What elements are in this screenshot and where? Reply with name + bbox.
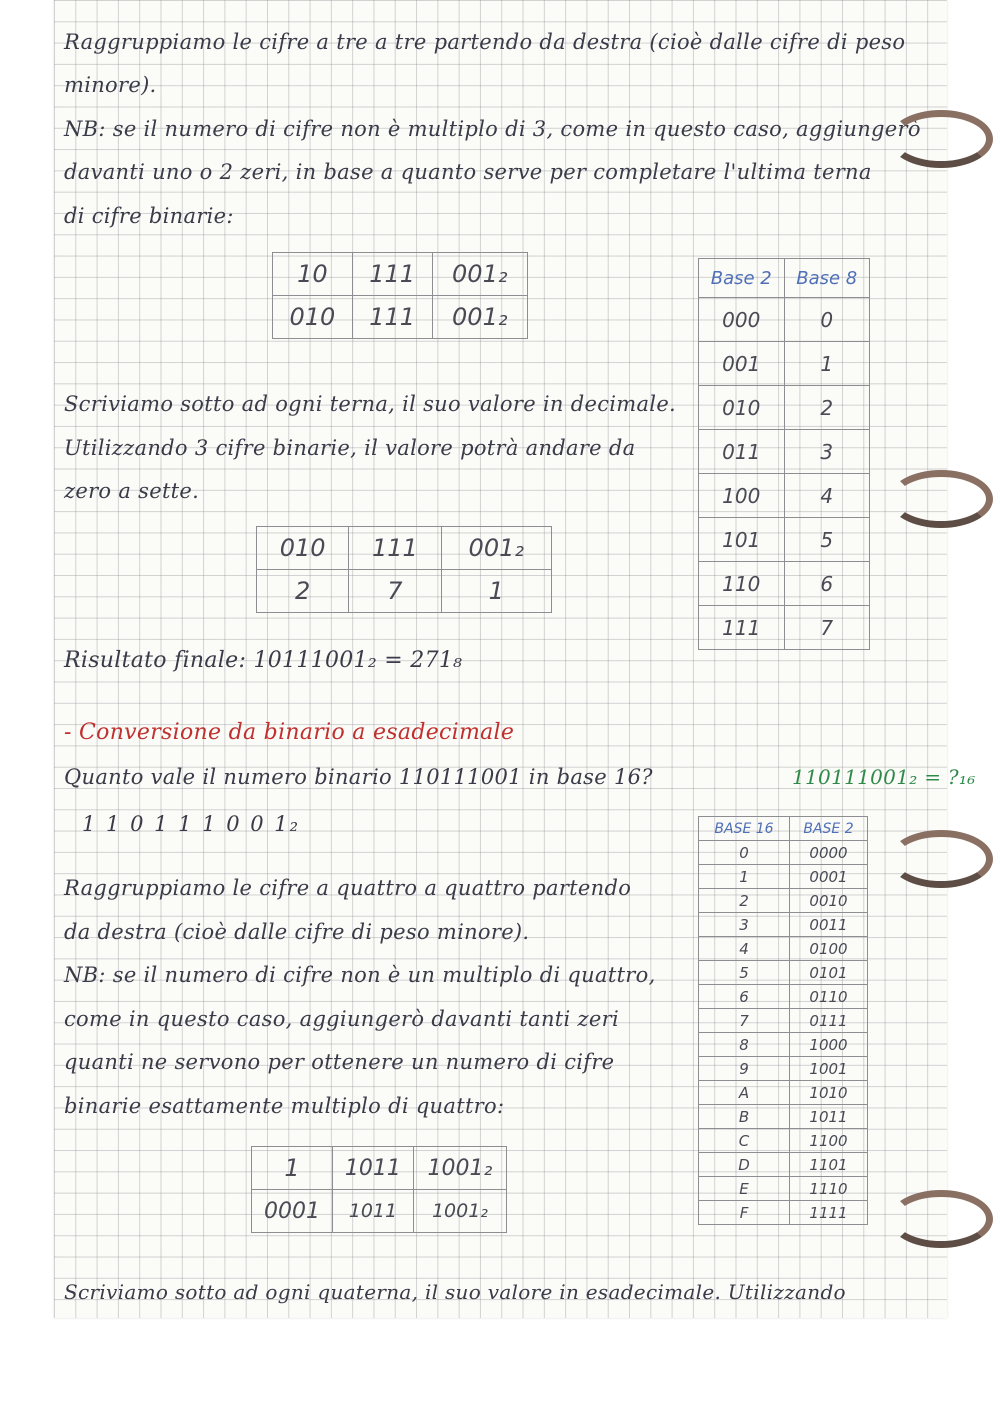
oct-lookup-cell: 0 (784, 298, 870, 342)
oct-lookup-header: Base 2 (699, 259, 785, 298)
hex-line-1: Raggruppiamo le cifre a quattro a quattro partendo (64, 876, 632, 900)
oct-lookup-cell: 6 (784, 562, 870, 606)
oct-value-cell: 7 (349, 570, 441, 613)
oct-value-table (256, 526, 552, 613)
oct-pad-table (272, 252, 528, 339)
hex-lookup-cell: D (699, 1153, 790, 1177)
hex-lookup-table (698, 816, 868, 1225)
oct-lookup-header: Base 8 (784, 259, 870, 298)
oct-pad-cell: 111 (352, 253, 432, 296)
write-line-2: Utilizzando 3 cifre binarie, il valore potrà andare da (64, 436, 636, 460)
intro-line-1: Raggruppiamo le cifre a tre a tre partendo da destra (cioè dalle cifre di peso (64, 30, 906, 54)
intro-line-3: NB: se il numero di cifre non è multiplo di 3, come in questo caso, aggiungerò (64, 117, 921, 141)
hex-lookup-cell: 8 (699, 1033, 790, 1057)
hex-lookup-cell: E (699, 1177, 790, 1201)
hex-pad-cell: 1001₂ (413, 1190, 506, 1233)
hex-lookup-cell: 1001 (790, 1057, 868, 1081)
oct-lookup-cell: 010 (699, 386, 785, 430)
oct-value-cell-padded: 010 (257, 527, 349, 570)
hex-lookup-header: BASE 2 (790, 817, 868, 841)
hex-line-2: da destra (cioè dalle cifre di peso minore). (64, 920, 530, 944)
oct-pad-cell: 001₂ (432, 253, 528, 296)
hex-lookup-cell: 0001 (790, 865, 868, 889)
oct-lookup-cell: 7 (784, 606, 870, 650)
hex-lookup-cell: B (699, 1105, 790, 1129)
hex-line-6: binarie esattamente multiplo di quattro: (64, 1094, 505, 1118)
oct-value-cell: 111 (349, 527, 441, 570)
oct-lookup-cell: 000 (699, 298, 785, 342)
hex-lookup-cell: 1 (699, 865, 790, 889)
hex-line-5: quanti ne servono per ottenere un numero di cifre (64, 1050, 615, 1074)
hex-lookup-cell: 0011 (790, 913, 868, 937)
hex-lookup-cell: 0110 (790, 985, 868, 1009)
hex-lookup-cell: 1101 (790, 1153, 868, 1177)
binder-ring (889, 1190, 993, 1248)
oct-pad-cell: 111 (352, 296, 432, 339)
hex-question-formula: 110111001₂ = ?₁₆ (792, 765, 976, 789)
hex-line-3: NB: se il numero di cifre non è un multiplo di quattro, (64, 963, 656, 987)
hex-lookup-cell: 4 (699, 937, 790, 961)
hex-lookup-cell: 5 (699, 961, 790, 985)
notebook-page (54, 0, 976, 1318)
hex-lookup-cell: C (699, 1129, 790, 1153)
hex-pad-cell-padded: 0001 (252, 1190, 333, 1233)
oct-value-cell: 001₂ (441, 527, 551, 570)
intro-line-5: di cifre binarie: (64, 204, 234, 228)
hex-line-4: come in questo caso, aggiungerò davanti tanti zeri (64, 1007, 619, 1031)
hex-lookup-cell: A (699, 1081, 790, 1105)
intro-line-2: minore). (64, 73, 157, 97)
hex-lookup-cell: 7 (699, 1009, 790, 1033)
oct-pad-cell: 10 (273, 253, 353, 296)
hex-lookup-cell: 0101 (790, 961, 868, 985)
hex-pad-cell: 1001₂ (413, 1147, 506, 1190)
oct-lookup-cell: 2 (784, 386, 870, 430)
hex-lookup-cell: 0010 (790, 889, 868, 913)
final-result: Risultato finale: 10111001₂ = 271₈ (64, 648, 463, 673)
write-line-1: Scriviamo sotto ad ogni terna, il suo valore in decimale. (64, 392, 677, 416)
hex-lookup-cell: 1110 (790, 1177, 868, 1201)
hex-section-heading: - Conversione da binario a esadecimale (64, 720, 515, 745)
hex-lookup-cell: 0000 (790, 841, 868, 865)
hex-pad-cell: 1011 (332, 1190, 413, 1233)
oct-lookup-cell: 110 (699, 562, 785, 606)
hex-binary-digits: 1 1 0 1 1 1 0 0 1₂ (82, 812, 301, 836)
hex-lookup-cell: 0111 (790, 1009, 868, 1033)
hex-pad-cell: 1 (252, 1147, 333, 1190)
hex-lookup-cell: F (699, 1201, 790, 1225)
hex-lookup-cell: 0100 (790, 937, 868, 961)
hex-lookup-cell: 2 (699, 889, 790, 913)
intro-line-4: davanti uno o 2 zeri, in base a quanto serve per completare l'ultima terna (64, 160, 872, 184)
hex-lookup-header: BASE 16 (699, 817, 790, 841)
hex-lookup-cell: 1100 (790, 1129, 868, 1153)
oct-lookup-cell: 001 (699, 342, 785, 386)
oct-value-cell: 2 (257, 570, 349, 613)
oct-lookup-cell: 1 (784, 342, 870, 386)
hex-lookup-cell: 1111 (790, 1201, 868, 1225)
oct-lookup-table (698, 258, 870, 650)
hex-lookup-cell: 1010 (790, 1081, 868, 1105)
hex-lookup-cell: 0 (699, 841, 790, 865)
oct-lookup-cell: 5 (784, 518, 870, 562)
oct-pad-cell: 001₂ (432, 296, 528, 339)
hex-lookup-cell: 6 (699, 985, 790, 1009)
hex-pad-cell: 1011 (332, 1147, 413, 1190)
binder-ring (889, 470, 993, 528)
hex-lookup-cell: 9 (699, 1057, 790, 1081)
oct-lookup-cell: 111 (699, 606, 785, 650)
oct-value-cell: 1 (441, 570, 551, 613)
oct-lookup-cell: 011 (699, 430, 785, 474)
last-line: Scriviamo sotto ad ogni quaterna, il suo valore in esadecimale. Utilizzando (64, 1280, 846, 1304)
hex-question: Quanto vale il numero binario 110111001 in base 16? (64, 765, 653, 789)
oct-lookup-cell: 4 (784, 474, 870, 518)
oct-lookup-cell: 100 (699, 474, 785, 518)
hex-pad-table (251, 1146, 507, 1233)
oct-lookup-cell: 3 (784, 430, 870, 474)
binder-ring (889, 830, 993, 888)
hex-lookup-cell: 3 (699, 913, 790, 937)
hex-lookup-cell: 1000 (790, 1033, 868, 1057)
write-line-3: zero a sette. (64, 479, 200, 503)
hex-lookup-cell: 1011 (790, 1105, 868, 1129)
oct-lookup-cell: 101 (699, 518, 785, 562)
oct-pad-cell-padded: 010 (273, 296, 353, 339)
binder-ring (889, 110, 993, 168)
